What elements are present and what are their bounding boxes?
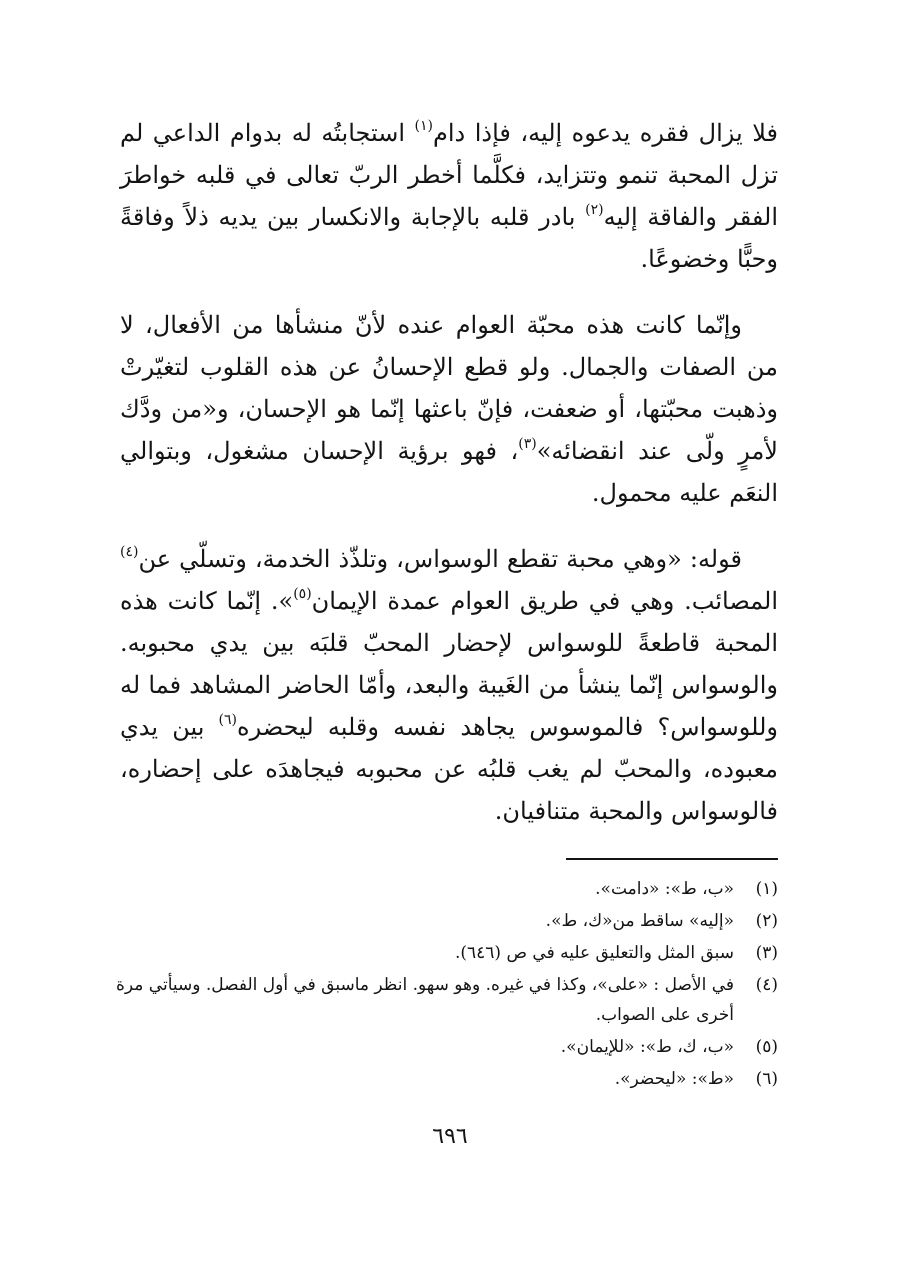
footnote-text: «ط»: «ليحضر». <box>614 1069 734 1089</box>
main-text <box>120 112 778 856</box>
footnote-number: (١) <box>755 879 778 899</box>
page-number: ٦٩٦ <box>432 1124 468 1149</box>
footnote-number: (٤) <box>755 975 778 995</box>
footnote-ref: (٦) <box>218 712 238 728</box>
text-run: ، فهو برؤية الإحسان مشغول، وبتوالي النعَم عليه محمول. <box>120 437 778 507</box>
footnote-text: «ب، ك، ط»: «للإيمان». <box>560 1037 734 1057</box>
text-run: استجابتُه له بدوام الداعي لم تزل المحبة تنمو وتتزايد، فكلَّما أخطر الربّ تعالى في قلبه خواطرَ الفقر والفاقة إليه <box>120 119 779 231</box>
footnote-ref: (٢) <box>585 202 604 218</box>
footnote-ref: (٥) <box>293 586 312 602</box>
text-run: فلا يزال فقره يدعوه إليه، فإذا دام <box>433 119 778 147</box>
footnote-number: (٦) <box>755 1069 778 1089</box>
footnote-number: (٣) <box>755 943 778 963</box>
text-run: المصائب. وهي في طريق العوام عمدة الإيمان <box>311 587 779 615</box>
footnote-text: في الأصل : «على»، وكذا في غيره. وهو سهو. انظر ماسبق في أول الفصل. وسيأتي مرة أخرى على الصواب. <box>116 975 734 1025</box>
text-run: بين يدي معبوده، والمحبّ لم يغب قلبُه عن محبوبه فيجاهدَه على إحضاره، فالوسواس والمحبة متنافيان. <box>120 713 778 825</box>
footnote-item <box>88 874 778 904</box>
text-run: ». إنّما كانت هذه المحبة قاطعةً للوسواس لإحضار المحبّ قلبَه بين يدي محبوبه. والوسواس إنّما ينشأ من الغَيبة والبعد، وأمّا الحاضر المشاهد فما له وللوسواس؟ فالموسوس يجاهد نفسه وقلبه ليحضره <box>120 587 778 741</box>
paragraph-3 <box>120 538 778 832</box>
footnote-separator <box>566 858 778 860</box>
footnote-item <box>88 906 778 936</box>
paragraph-2 <box>120 304 778 514</box>
text-run: بادر قلبه بالإجابة والانكسار بين يديه ذلاً وفاقةً وحبًّا وخضوعًا. <box>120 203 778 273</box>
footnote-number: (٢) <box>755 911 778 931</box>
footnote-number: (٥) <box>755 1037 778 1057</box>
footnote-item <box>88 938 778 968</box>
text-run: وإنّما كانت هذه محبّة العوام عنده لأنّ منشأها من الأفعال، لا من الصفات والجمال. ولو قطع الإحسانُ عن هذه القلوب لتغيّرتْ وذهبت محبّتها، أو ضعفت، فإنّ باعثها إنّما هو الإحسان، و«من ودَّك لأمرٍ ولّى عند انقضائه» <box>120 311 778 465</box>
footnote-text: «ب، ط»: «دامت». <box>595 879 734 899</box>
footnote-item <box>88 1064 778 1094</box>
footnotes <box>88 874 778 1096</box>
footnote-text: «إليه» ساقط من«ك، ط». <box>545 911 734 931</box>
footnote-item <box>88 1032 778 1062</box>
footnote-ref: (٤) <box>120 544 139 560</box>
footnote-ref: (١) <box>414 118 433 134</box>
paragraph-1 <box>120 112 778 280</box>
footnote-item <box>88 970 778 1030</box>
text-run: قوله: «وهي محبة تقطع الوسواس، وتلذّذ الخدمة، وتسلّي عن <box>138 545 742 573</box>
footnote-text: سبق المثل والتعليق عليه في ص (٦٤٦). <box>454 943 734 963</box>
footnote-ref: (٣) <box>518 436 537 452</box>
